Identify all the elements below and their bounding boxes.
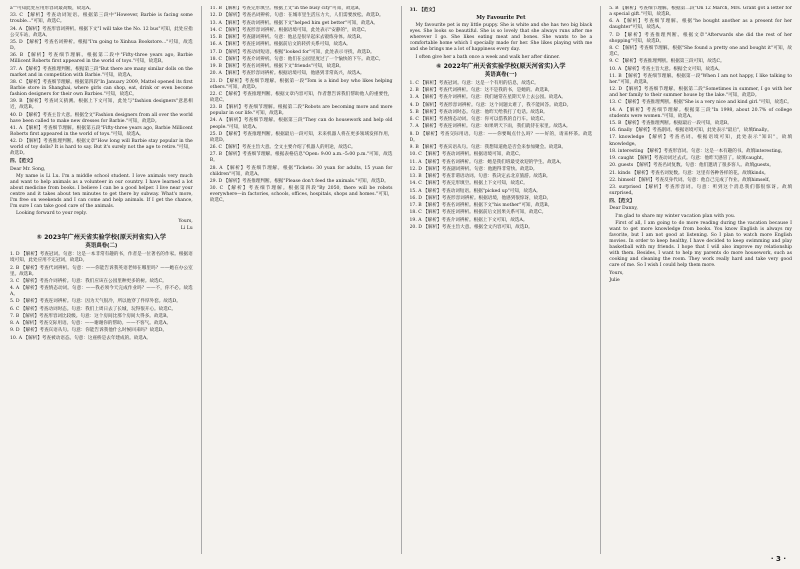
answer-item: 19. caught 【解析】考查动词过去式。句意：他昨天感冒了。故填caught。 bbox=[609, 156, 767, 161]
answer-item: 36. B 【解析】考查细节理解。根据第二段中"Fifty-three years ago, Barbie Millicent Roberts first appeared in the world of toys."可知，故选B。 bbox=[10, 53, 193, 65]
answer-item: 4. D 【解析】考查形容词辨析。句意：这个问题太难了，我不能回答。故选D。 bbox=[409, 102, 572, 108]
answer-item: 14. A 【解析】考查细节理解。根据第三段"In 1998, about 20.7% of college students were women."可知，故选A。 bbox=[609, 107, 792, 119]
answer-item: 4. A 【解析】考查情态动词。句意：——我必须今天完成作业吗？——不，你不必。故选A。 bbox=[10, 286, 193, 298]
answer-item: 28. A 【解析】考查细节理解。根据"Tickets: 30 yuan for adults, 15 yuan for children"可知，故选A。 bbox=[209, 165, 393, 177]
answer-item: 29. D 【解析】考查推理判断。根据"Please don't feed the animals."可知，故选D。 bbox=[209, 178, 389, 184]
col1-answers bbox=[10, 6, 193, 157]
letter-greeting: Dear Mr. Song, bbox=[10, 166, 46, 172]
answer-item: 18. interesting 【解析】考查形容词。句意：这是一本有趣的书。故填interesting。 bbox=[609, 148, 786, 154]
answer-item: 15. B 【解析】考查副词辨析。句意：他总是很早起床去锻炼身体。故选B。 bbox=[209, 35, 365, 40]
column-2 bbox=[210, 6, 393, 554]
answer-item: 10. C 【解析】考查动词辨析。根据语境可知，故选C。 bbox=[409, 152, 524, 158]
section-subheading: 英语真卷(二) bbox=[85, 243, 118, 250]
section-heading: ⑥ 2022年广州天省实验学校(原天河省实)入学 bbox=[436, 62, 566, 70]
answer-item: 18. C 【解析】考查介词辨析。句意：他们在公园里度过了一个愉快的下午。故选C。 bbox=[209, 56, 384, 62]
answer-item: 35. D 【解析】考查名词辨析。根据"I'm going to Xinhua Bookstore..."可知，故选D。 bbox=[10, 39, 193, 51]
column-3 bbox=[410, 6, 593, 554]
answer-item: 10. A 【解析】考查被动语态。句意：这座桥是去年建成的。故选A。 bbox=[10, 335, 151, 341]
answer-item: 5. D 【解析】考查连词辨析。句意：因为天气很冷，所以他穿了件厚外套。故选D。 bbox=[10, 299, 181, 305]
answer-item: 5. B 【解析】考查动词时态。句意：他昨天给我打了电话。故选B。 bbox=[409, 109, 548, 115]
essay-label: 31. 【范文】 bbox=[409, 8, 438, 13]
answer-item: 6. C 【解析】考查动词时态。句意：我们上周日去了长城，玩得很开心。故选C。 bbox=[10, 306, 176, 312]
answer-item: 3. C 【解析】考查介词辨析。句意：我们应该在公园里种更多的树。故选C。 bbox=[10, 278, 167, 284]
answer-item: 16. finally 【解析】考查副词。根据语境可知，此处表示"最后"，故填finally。 bbox=[609, 128, 772, 134]
essay-paragraph: My favourite pet is my little puppy. She is white and she has two big black eyes. She looks so beautiful. She is so lovely that she always runs after me wherever I go. She likes eating meat and bones. She wants to be a comfortable home which I specially made for her. She likes playing with me and she brings me a lot of happiness every day. bbox=[409, 23, 593, 53]
column-divider bbox=[600, 6, 601, 554]
answer-item: 1. D 【解析】考查冠词。句意：这是一本非常有趣的书，作者是一位著名的作家。根据语境可知，此处应用不定冠词，故选D。 bbox=[10, 252, 193, 264]
answer-item: 19. A 【解析】考查介词辨析。根据上下文可知，故选A。 bbox=[409, 217, 528, 223]
answer-item: 12. D 【解析】考查副词辨析。句意：他跑得非常快。故选D。 bbox=[409, 166, 538, 172]
answer-item: 38. C 【解析】考查细节理解。根据第四段"In January 2009, Mattel opened its first Barbie store in Shanghai, where girls can shop, eat, drink or even become fashion designers for their own Barbies."可知，故选C。 bbox=[10, 79, 193, 97]
letter-body: I'm glad to share my winter vacation plan with you. bbox=[615, 213, 736, 219]
letter-sign: Yours, bbox=[609, 270, 624, 276]
answer-item: 7. A 【解析】考查连词辨析。句意：如果明天下雨，我们就待在家里。故选A。 bbox=[409, 124, 571, 130]
essay-paragraph: I often give her a bath once a week and walk her after dinner. bbox=[415, 54, 560, 60]
answer-item: a""可知此处应用形容词最高级，故选A。 bbox=[10, 6, 94, 11]
answer-item: 30. C 【解析】考查细节理解。根据第四段"By 2050, there will be robots everywhere—in factories, schools, offices, hospitals, shops and homes."可知，故选C。 bbox=[209, 186, 393, 204]
answer-item: 7. B 【解析】考查形容词比较级。句意：这个房间比那个房间大得多。故选B。 bbox=[10, 313, 172, 319]
answer-item: 6. C 【解析】考查情态动词。句意：你可以借我的自行车。故选C。 bbox=[409, 117, 548, 123]
answer-item: 20. guests 【解析】考查名词复数。句意：他们邀请了很多客人。故填guests。 bbox=[609, 163, 774, 169]
answer-item: 6. A 【解析】考查细节理解。根据"he bought another as a present for her daughter"可知，故选A。 bbox=[609, 19, 792, 31]
answer-item: 1. C 【解析】考查冠词。句意：这是一个有用的信息，故选C。 bbox=[409, 80, 539, 86]
column-divider bbox=[201, 6, 202, 554]
answer-item: 14. C 【解析】考查形容词辨析。根据语境可知，此处表示"安静的"，故选C。 bbox=[209, 27, 370, 33]
answer-item: 7. D 【解析】考查推理判断。根据文章"Afterwards she did the rest of her shopping"可知，故选D。 bbox=[609, 32, 792, 44]
writing-label: 四、【范文】 bbox=[609, 199, 635, 205]
answer-item: 20. D 【解析】考查主旨大意。根据全文内容可知，故选D。 bbox=[409, 224, 533, 230]
answer-item: 27. B 【解析】考查细节理解。根据表格信息"Open: 9:00 a.m.–5:00 p.m."可知，故选B。 bbox=[209, 152, 393, 164]
answer-item: 41. A 【解析】考查细节理解。根据第五段"Fifty-three years ago, Barbie Millicent Roberts first appeared in the world of toys."可知，故选A。 bbox=[10, 125, 193, 137]
answer-item: 16. D 【解析】考查形容词辨析。根据语境，他感到很惊讶，故选D。 bbox=[409, 195, 552, 201]
letter-name: Julie bbox=[609, 277, 620, 283]
letter-body: First of all, I am going to do more reading during the vacation because I want to get more knowledge from books. You know English is always my favorite, but I am not good at listening. So I plan to watch more English movies. In order to keep healthy, I have decided to keep swimming and play basketball with my friends. I hope that I will also improve my relationship with them. Besides, I want to help my parents do more housework, such as cooking and cleaning the room. They work really hard and take very good care of me. So I wish I could help them more. bbox=[609, 220, 792, 269]
answer-item: 9. D 【解析】考查宾语从句。句意：你能告诉我他什么时候回来吗？故选D。 bbox=[10, 328, 168, 334]
answer-item: 9. B 【解析】考查宾语从句。句意：我想知道他是否会来参加聚会。故选B。 bbox=[409, 145, 566, 151]
section-subheading: 英语真卷(一) bbox=[484, 71, 517, 78]
answer-item: 34. A 【解析】考查形容词辨析。根据下文"I will take the No. 12 bus"可知，此处应指公交车站，故选A。 bbox=[10, 26, 193, 38]
answer-item: 9. C 【解析】考查推理判断。根据第三段可知，故选C。 bbox=[609, 59, 725, 65]
letter-greeting: Dear Danny, bbox=[609, 206, 638, 212]
answer-item: 17. knowledge 【解析】考查名词。根据语境可知，此处表示"知识"，故填knowledge。 bbox=[609, 135, 792, 147]
answer-item: 17. D 【解析】考查动词短语。根据"looked for"可知，此处表示寻找，故选D。 bbox=[209, 49, 375, 55]
answer-item: 12. D 【解析】考查名词辨析。句意：在城市里生活压力大，人们需要放松。故选D。 bbox=[209, 13, 384, 19]
letter-name: Li Lu bbox=[180, 225, 193, 231]
answer-item: 10. A 【解析】考查主旨大意。根据全文可知，故选A。 bbox=[609, 66, 723, 72]
column-4 bbox=[609, 6, 792, 554]
letter-closing: Looking forward to your reply. bbox=[16, 211, 87, 217]
answer-item: 13. B 【解析】考查非谓语动词。句意：我决定去北京旅游。故选B。 bbox=[409, 174, 551, 180]
answer-item: 37. A 【解析】考查推理判断。根据第三段"But there are many similar dolls on the market and in competition with Barbie."可知，故选A。 bbox=[10, 66, 193, 78]
answer-item: 13. A 【解析】考查动词辨析。根据下文"helped him get better"可知，故选A。 bbox=[209, 20, 378, 26]
answer-item: 25. D 【解析】考查推理判断。根据最后一段可知，未来机器人将在更多领域发挥作用，故选D。 bbox=[209, 131, 393, 143]
answer-item: 26. C 【解析】考查主旨大意。全文主要介绍了机器人的用途，故选C。 bbox=[209, 145, 356, 151]
answer-item: 15. B 【解析】考查推理判断。根据最后一段可知，故选B。 bbox=[609, 120, 732, 126]
answer-item: 23. surprised 【解析】考查形容词。句意：听到这个消息我们都很惊讶。故填surprised。 bbox=[609, 185, 792, 197]
answer-item: 22. C 【解析】考查推理判断。根据文章内容可知，作者想告诉我们帮助他人的重要性，故选C。 bbox=[209, 91, 393, 103]
column-divider bbox=[401, 6, 402, 554]
answer-item: 19. B 【解析】考查名词辨析。根据下文"friends"可知，故选B。 bbox=[209, 64, 344, 69]
answer-item: 11. B 【解析】考查细节理解。根据第一段"When I am not happy, I like talking to her."可知，故选B。 bbox=[609, 73, 792, 85]
answer-item: 20. A 【解析】考查形容词辨析。根据语境可知，他感到非常高兴，故选A。 bbox=[209, 71, 365, 77]
answer-item: 11. B 【解析】考查完形填空。根据上文"in the busy city"可知，故选B。 bbox=[209, 6, 364, 11]
writing-label: 四、【范文】 bbox=[10, 159, 36, 165]
answer-item: 2. B 【解析】考查代词辨析。句意：——你能告诉我英语老师在哪里吗？——她在办公室里。故选B。 bbox=[10, 265, 193, 277]
letter-sign: Yours, bbox=[178, 218, 193, 224]
answer-item: 12. D 【解析】考查细节理解。根据第二段"Sometimes in summer, I go with her and her family to their summer house by the lake."可知，故选D。 bbox=[609, 87, 792, 99]
answer-item: 22. himself 【解析】考查反身代词。句意：他自己完成了作业。故填himself。 bbox=[609, 177, 773, 183]
answer-item: 2. B 【解析】考查代词辨析。句意：这不是我的书，是她的。故选B。 bbox=[409, 88, 553, 94]
answer-item: 40. D 【解析】考查主旨大意。根据全文"Fashion designers from all over the world have been called to make new dresses for Barbie."可知，故选D。 bbox=[10, 112, 193, 124]
answer-item: 23. B 【解析】考查细节理解。根据第二段"Robots are becoming more and more popular in our life."可知，故选B。 bbox=[209, 105, 393, 117]
answer-item: 17. B 【解析】考查名词辨析。根据下文"his mother"可知，故选B。 bbox=[409, 203, 553, 209]
essay-title: My Favourite Pet bbox=[476, 15, 526, 22]
letter-body: My name is Li Lu. I'm a middle school student. I love animals very much and want to help animals as a volunteer in our country. I have learned a lot about medicine from books. I believe I can be a good helper. I live near your centre and it takes about ten minutes to get there by subway. What's more, I'm free on weekends and I can come and help animals. If I get the chance, I'm sure I can take good care of the animals. bbox=[10, 173, 193, 210]
answer-item: 42. D 【解析】考查推理判断。根据文章"How long will Barbie stay popular in the world of toy dolls? It is hard to say. But it's surely not the age to retire."可知，故选D。 bbox=[10, 139, 193, 157]
column-1 bbox=[10, 6, 193, 554]
answer-item: 11. A 【解析】考查名词辨析。句意：她是我们班最受欢迎的学生。故选A。 bbox=[409, 159, 565, 165]
answer-item: 8. D 【解析】考查交际用语。句意：——你要喝点什么吗？——好的，请来杯茶。故选D。 bbox=[409, 131, 593, 143]
col1-answers-2 bbox=[10, 252, 193, 342]
answer-item: 13. C 【解析】考查推理判断。根据"She is a very nice and kind girl."可知，故选C。 bbox=[609, 100, 792, 106]
answer-item: 15. A 【解析】考查动词短语。根据"picked up"可知，故选A。 bbox=[409, 188, 541, 194]
page-number: · 3 · bbox=[770, 555, 786, 563]
answer-item: 24. A 【解析】考查细节理解。根据第三段"They can do housework and help old people."可知，故选A。 bbox=[209, 118, 393, 130]
answer-item: 5. B 【解析】考查细节理解。根据第二段"On 12 March, Mrs. Grant got a letter for a special gift."可知，故选B。 bbox=[609, 6, 792, 18]
answer-item: 3. A 【解析】考查介词辨析。句意：我们通常在星期天早上去公园。故选A。 bbox=[409, 95, 566, 101]
answer-item: 16. A 【解析】考查连词辨析。根据前后文的转折关系可知，故选A。 bbox=[209, 42, 351, 48]
answer-item: 21. D 【解析】考查细节理解。根据第一段"Tom is a kind boy who likes helping others."可知，故选D。 bbox=[209, 78, 393, 90]
answer-item: 39. B 【解析】考查词义猜测。根据上下文可知，此处与"fashion designers"意思相近，故选B。 bbox=[10, 99, 193, 111]
answer-item: 8. C 【解析】考查细节理解。根据"She found a pretty one and bought it"可知，故选C。 bbox=[609, 45, 792, 57]
answer-item: 14. C 【解析】考查完形填空。根据上下文可知，故选C。 bbox=[409, 181, 528, 187]
answer-item: 21. kinds 【解析】考查名词复数。句意：这里有各种各样的花。故填kinds。 bbox=[609, 170, 769, 176]
answer-item: 33. C 【解析】考查动词短语。根据第三段中"However, Barbie is facing some trouble..."可知，故选C。 bbox=[10, 13, 193, 25]
section-heading: ⑤ 2023年广州天省实验学校(原天河省实)入学 bbox=[36, 233, 167, 241]
answer-item: 18. C 【解析】考查连词辨析。根据前后文因果关系可知，故选C。 bbox=[409, 210, 547, 216]
answer-item: 8. A 【解析】考查交际用语。句意：——谢谢你的帮助。——不客气。故选A。 bbox=[10, 321, 171, 327]
